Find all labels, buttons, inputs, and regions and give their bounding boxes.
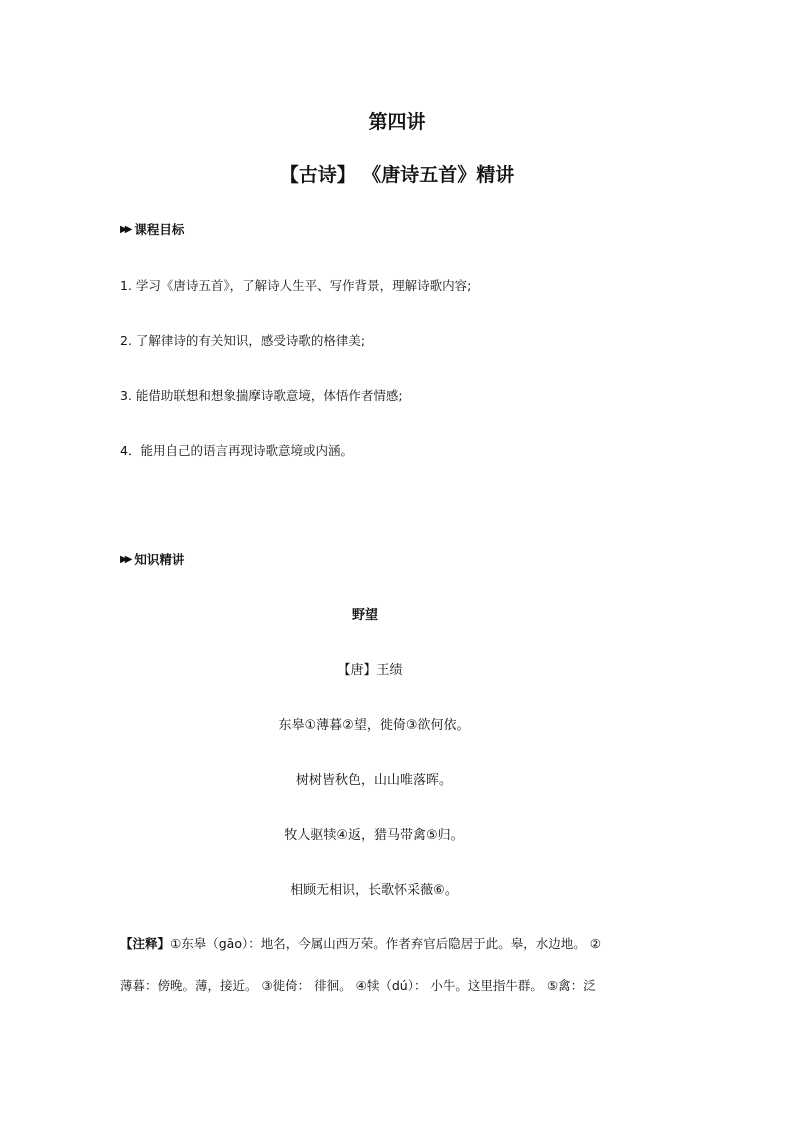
goal-item: 2. 了解律诗的有关知识，感受诗歌的格律美;: [120, 333, 366, 348]
double-arrow-icon: ▶▶: [120, 223, 130, 235]
goal-item: 4．能用自己的语言再现诗歌意境或内涵。: [120, 443, 353, 458]
poem-line: 树树皆秋色，山山唯落晖。: [295, 773, 452, 788]
goal-item: 3. 能借助联想和想象揣摩诗歌意境，体悟作者情感;: [120, 388, 403, 403]
goal-item: 1. 学习《唐诗五首》，了解诗人生平、写作背景，理解诗歌内容;: [120, 278, 472, 293]
notes-text: ①东皋（gāo）：地名，今属山西万荣。作者弃官后隐居于此。皋，水边地。 ②: [170, 936, 601, 951]
poem-line: 东皋①薄暮②望，徙倚③欲何依。: [278, 718, 470, 733]
notes-label: 【注释】: [120, 936, 171, 951]
lesson-number: 第四讲: [368, 111, 426, 133]
notes-line: [120, 934, 680, 952]
page-title: 【古诗】 《唐诗五首》精讲: [279, 164, 515, 186]
section-label: 课程目标: [134, 222, 185, 237]
section-label: 知识精讲: [134, 552, 185, 567]
poem-title: 野望: [351, 608, 378, 623]
poem-line: 相顾无相识，长歌怀采薇⑥。: [290, 883, 458, 898]
section-heading-goals: [120, 220, 184, 238]
section-heading-knowledge: [120, 550, 184, 568]
notes-line: 薄暮：傍晚。薄，接近。 ③徙倚： 徘徊。 ④犊（dú）： 小牛。这里指牛群。 ⑤禽：泛: [120, 978, 596, 993]
double-arrow-icon: ▶▶: [120, 553, 130, 565]
poem-line: 牧人驱犊④返，猎马带禽⑤归。: [284, 828, 464, 843]
poem-author: 【唐】王绩: [337, 663, 403, 678]
